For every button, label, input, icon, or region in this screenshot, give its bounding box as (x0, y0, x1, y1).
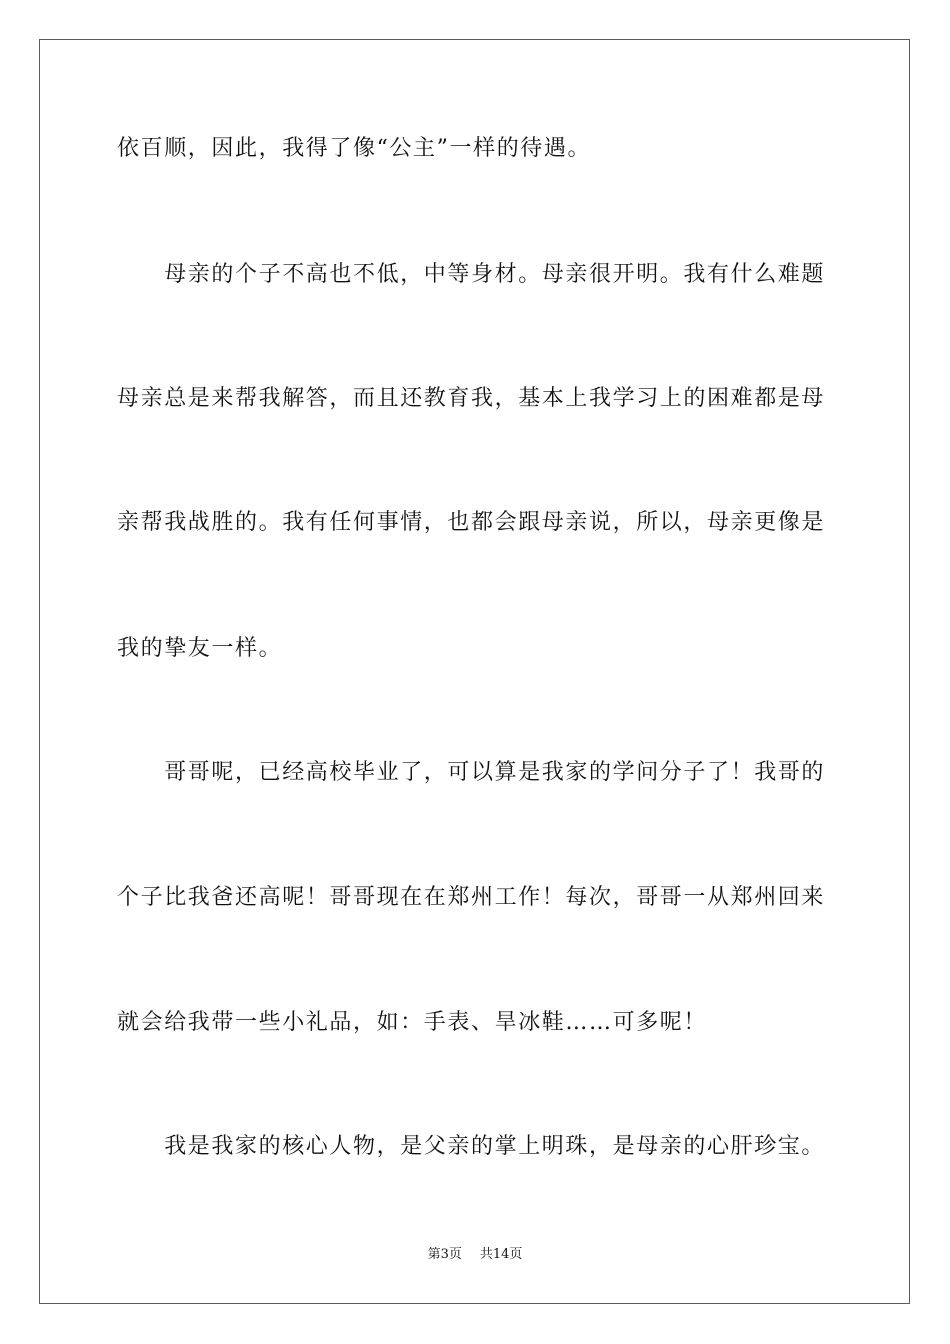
text-line: 亲帮我战胜的。我有任何事情，也都会跟母亲说，所以，母亲更像是 (117, 510, 826, 535)
text-line: 我的挚友一样。 (117, 636, 283, 661)
page-total: 共14页 (479, 1247, 523, 1262)
text-line: 就会给我带一些小礼品，如：手表、旱冰鞋……可多呢！ (117, 1010, 708, 1035)
text-line: 母亲的个子不高也不低，中等身材。母亲很开明。我有什么难题 (117, 262, 826, 287)
page-frame (39, 39, 910, 1304)
text-line: 我是我家的核心人物，是父亲的掌上明珠，是母亲的心肝珍宝。 (117, 1134, 826, 1159)
page-footer (0, 1245, 950, 1265)
text-line: 个子比我爸还高呢！哥哥现在在郑州工作！每次，哥哥一从郑州回来 (117, 885, 826, 910)
page-number: 第3页 (427, 1247, 462, 1262)
text-line: 母亲总是来帮我解答，而且还教育我，基本上我学习上的困难都是母 (117, 386, 826, 411)
text-line: 哥哥呢，已经高校毕业了，可以算是我家的学问分子了！我哥的 (117, 760, 826, 785)
text-line: 依百顺，因此，我得了像“公主”一样的待遇。 (117, 136, 592, 161)
